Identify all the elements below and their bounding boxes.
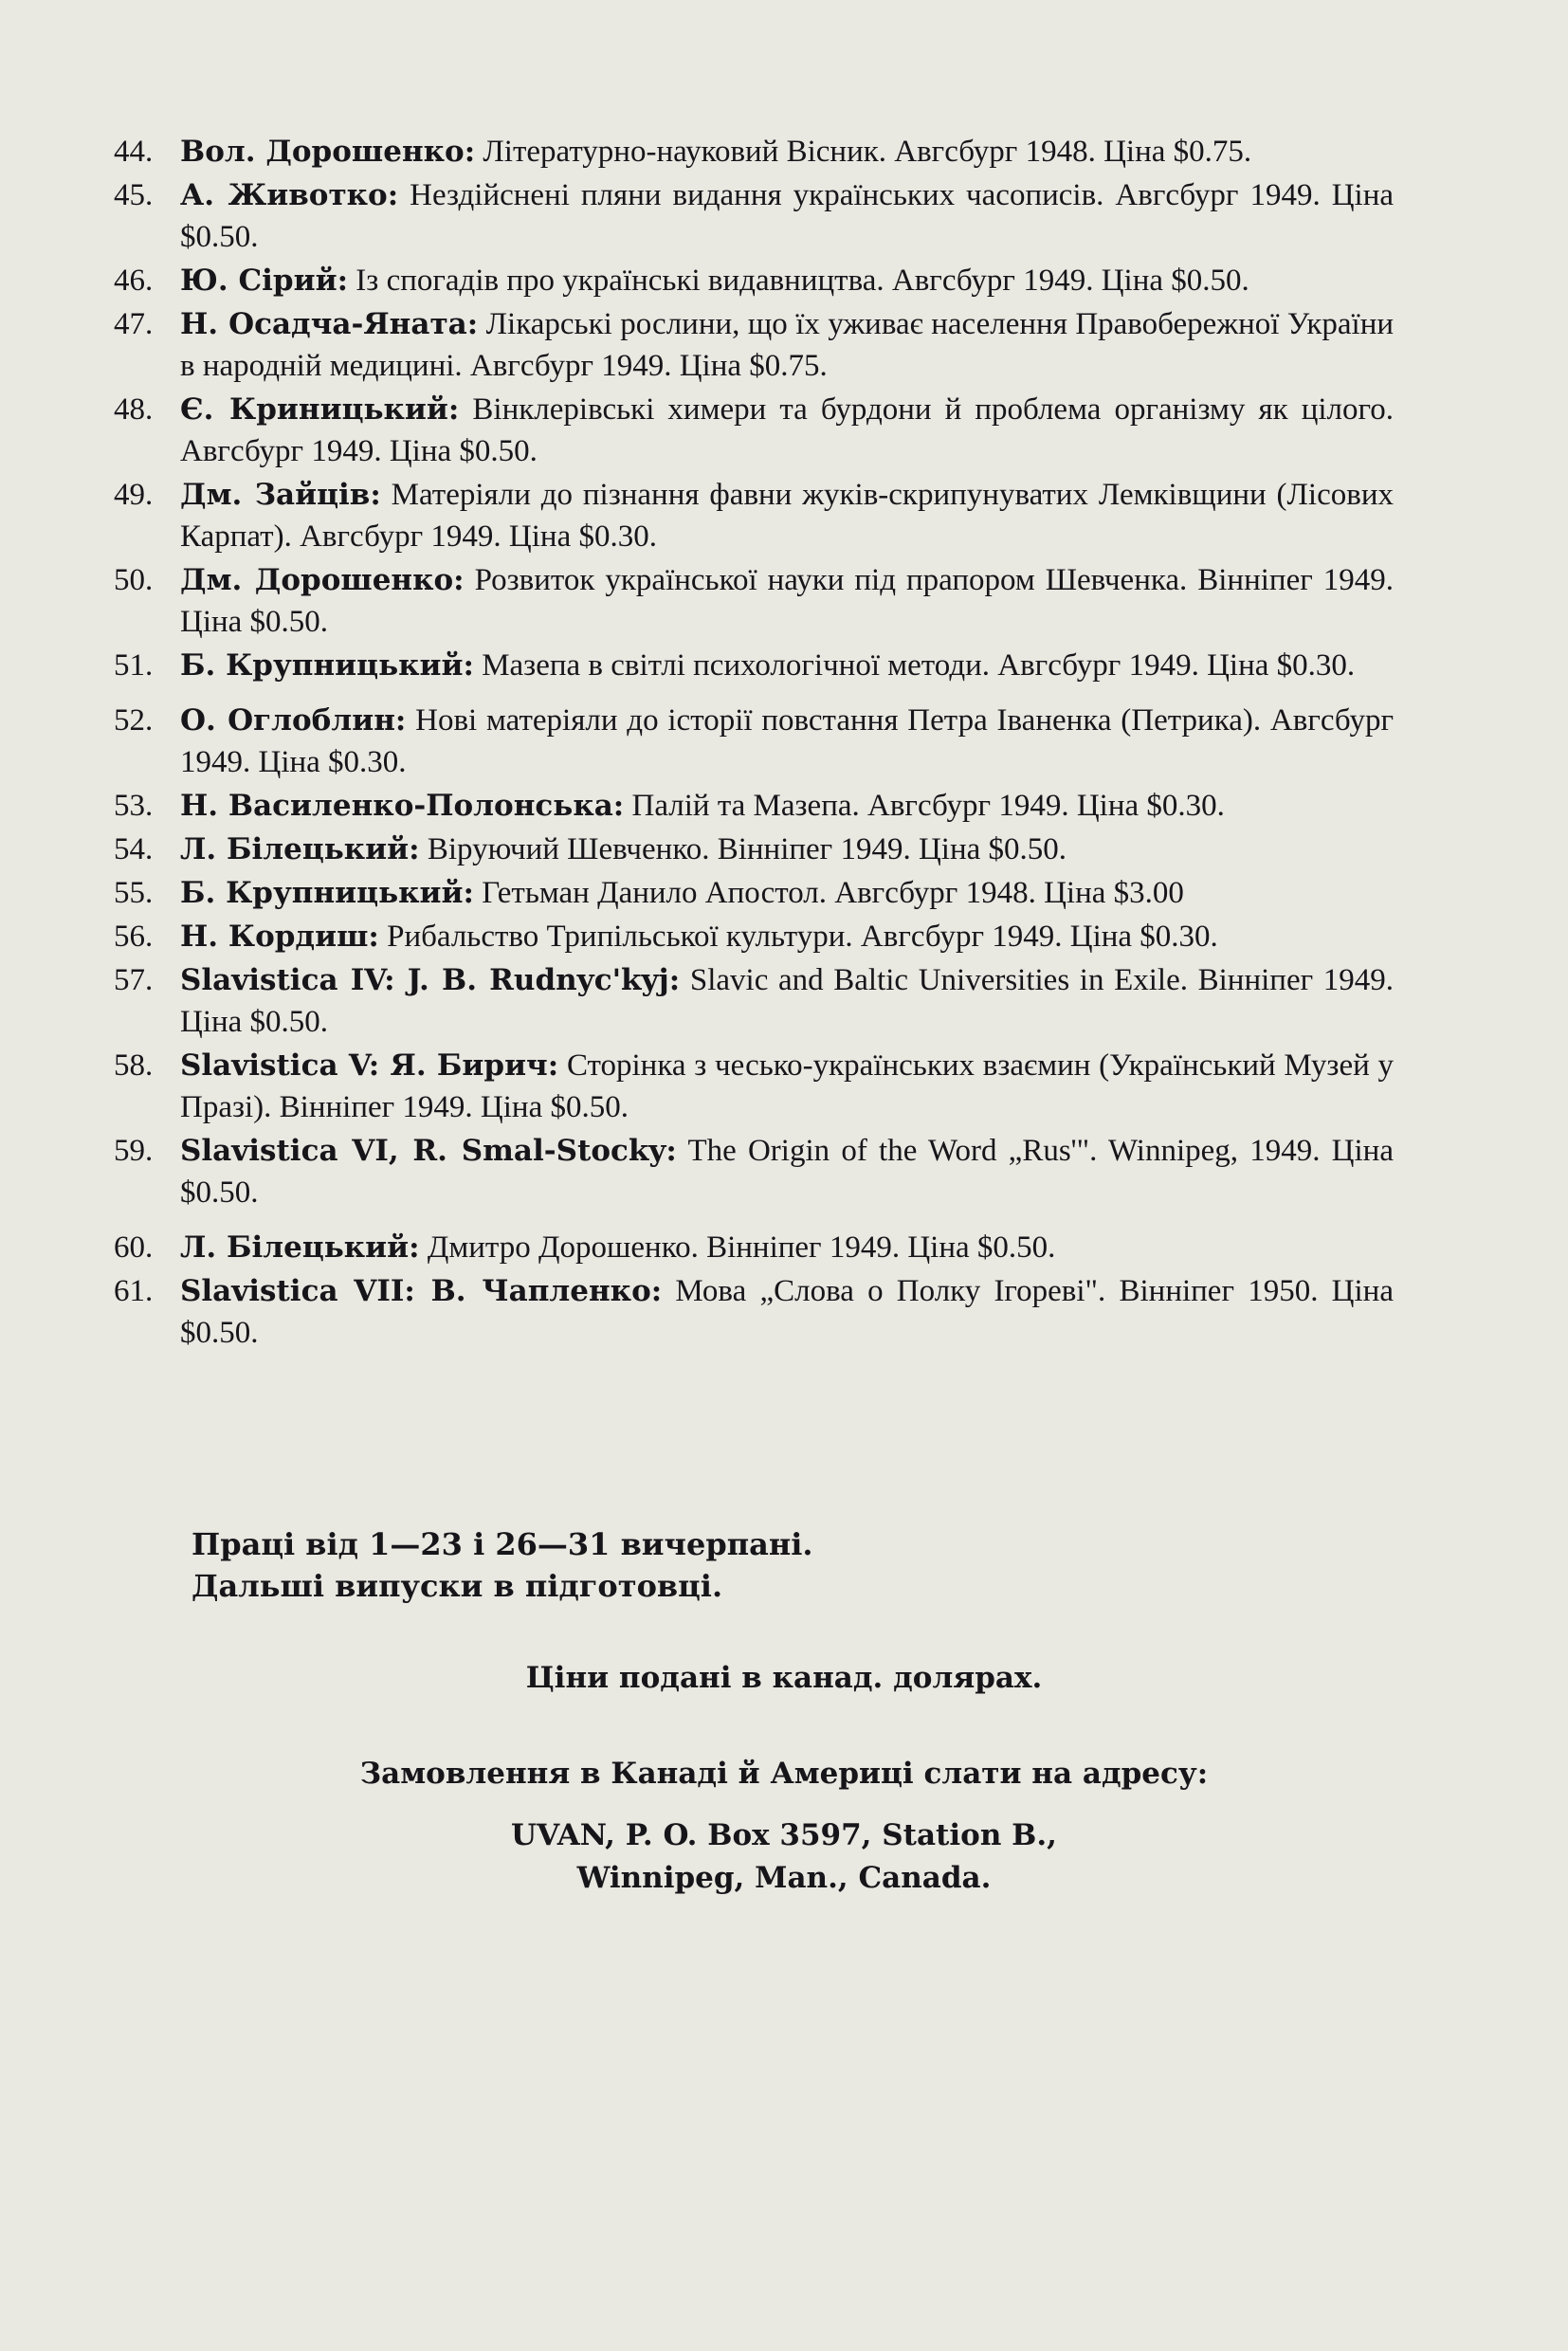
list-item	[114, 474, 1394, 557]
in-preparation-note: Дальші випуски в підготовці.	[191, 1568, 723, 1604]
item-number: 61.	[114, 1274, 154, 1308]
prices-note: Ціни подані в канад. долярах.	[525, 1661, 1043, 1695]
item-text: Із спогадів про українські видавництва. Авгсбург 1949. Ціна $0.50.	[356, 264, 1249, 298]
item-number: 53.	[114, 789, 154, 823]
item-author: Є. Криницький:	[180, 392, 460, 427]
item-author: Slavistica V: Я. Бирич:	[180, 1048, 559, 1083]
item-number: 54.	[114, 832, 154, 866]
item-number: 49.	[114, 478, 154, 512]
item-number: 60.	[114, 1230, 154, 1265]
publication-list	[114, 131, 1394, 1356]
list-item	[114, 174, 1394, 258]
item-author: О. Оглоблин:	[180, 703, 407, 738]
list-item	[114, 645, 1394, 686]
item-number: 44.	[114, 135, 154, 169]
list-item	[114, 1227, 1394, 1268]
list-item	[114, 303, 1394, 387]
item-text: Рибальство Трипільської культури. Авгсбург 1949. Ціна $0.30.	[387, 920, 1218, 954]
item-author: Slavistica VII: В. Чапленко:	[180, 1274, 663, 1308]
item-number: 47.	[114, 307, 154, 341]
item-author: Slavistica VI, R. Smal-Stocky:	[180, 1134, 677, 1168]
item-author: Л. Білецький:	[180, 832, 420, 866]
item-author: Н. Кордиш:	[180, 920, 379, 954]
list-item	[114, 916, 1394, 957]
item-number: 48.	[114, 392, 154, 427]
item-text: Дмитро Дорошенко. Вінніпег 1949. Ціна $0.50.	[427, 1230, 1056, 1265]
item-number: 51.	[114, 648, 154, 683]
item-number: 56.	[114, 920, 154, 954]
item-text: Гетьман Данило Апостол. Авгсбург 1948. Ціна $3.00	[482, 876, 1184, 910]
item-author: Вол. Дорошенко:	[180, 135, 476, 169]
list-item	[114, 260, 1394, 301]
item-text: Вінклерівські химери та бурдони й проблема організму як цілого. Авгсбург 1949. Ціна $0.50.	[180, 392, 1394, 468]
availability-notes	[191, 1523, 813, 1607]
item-text: Slavic and Baltic Universities in Exile. Вінніпег 1949. Ціна $0.50.	[180, 963, 1395, 1039]
item-author: Н. Василенко-Полонська:	[180, 789, 625, 823]
item-text: Нові матеріяли до історії повстання Петра Іваненка (Петрика). Авгсбург 1949. Ціна $0.30.	[180, 703, 1394, 779]
list-item	[114, 1270, 1394, 1354]
list-item	[114, 829, 1394, 870]
item-text: Мова „Слова о Полку Ігореві". Вінніпег 1950. Ціна $0.50.	[180, 1274, 1394, 1350]
item-author: Slavistica IV: J. B. Rudnyc'kyj:	[180, 963, 681, 997]
item-number: 55.	[114, 876, 154, 910]
list-item	[114, 785, 1394, 827]
address-line-1: UVAN, P. O. Box 3597, Station B.,	[511, 1818, 1057, 1852]
list-item	[114, 1130, 1394, 1213]
item-author: Б. Крупницький:	[180, 648, 474, 683]
item-number: 46.	[114, 264, 154, 298]
item-number: 59.	[114, 1134, 154, 1168]
list-item	[114, 1045, 1394, 1128]
item-text: Віруючий Шевченко. Вінніпег 1949. Ціна $0.50.	[427, 832, 1067, 866]
list-item	[114, 389, 1394, 472]
item-text: Літературно-науковий Вісник. Авгсбург 1948. Ціна $0.75.	[483, 135, 1252, 169]
item-text: The Origin of the Word „Rus'". Winnipeg, 1949. Ціна $0.50.	[180, 1134, 1394, 1210]
list-item	[114, 131, 1394, 173]
item-number: 45.	[114, 178, 154, 212]
item-text: Палій та Мазепа. Авгсбург 1949. Ціна $0.30.	[631, 789, 1225, 823]
item-text: Матеріяли до пізнання фавни жуків-скрипунуватих Лемківщини (Лісових Карпат). Авгсбург 1949. Ціна $0.30.	[180, 478, 1394, 554]
item-text: Сторінка з чесько-українських взаємин (Український Музей у Празі). Вінніпег 1949. Ціна $0.50.	[180, 1048, 1395, 1124]
out-of-print-note: Праці від 1—23 і 26—31 вичерпані.	[191, 1526, 813, 1562]
item-text: Мазепа в світлі психологічної методи. Авгсбург 1949. Ціна $0.30.	[482, 648, 1356, 683]
item-number: 58.	[114, 1048, 154, 1083]
list-item	[114, 559, 1394, 643]
list-item	[114, 700, 1394, 783]
item-author: Дм. Зайців:	[180, 478, 381, 512]
item-author: Ю. Сірий:	[180, 264, 349, 298]
item-author: Н. Осадча-Яната:	[180, 307, 479, 341]
list-item	[114, 872, 1394, 914]
item-author: Л. Білецький:	[180, 1230, 420, 1265]
item-text: Лікарські рослини, що їх уживає населення Правобережної України в народній медицині. Авгсбург 1949. Ціна $0.75.	[180, 307, 1395, 383]
order-heading: Замовлення в Канаді й Америці слати на адресу:	[359, 1757, 1209, 1791]
address-line-2: Winnipeg, Man., Canada.	[576, 1861, 992, 1895]
list-item	[114, 959, 1394, 1043]
item-number: 57.	[114, 963, 154, 997]
item-text: Нездійснені пляни видання українських часописів. Авгсбург 1949. Ціна $0.50.	[180, 178, 1395, 254]
item-text: Розвиток української науки під прапором Шевченка. Вінніпег 1949. Ціна $0.50.	[180, 563, 1394, 639]
item-author: Дм. Дорошенко:	[180, 563, 465, 597]
item-number: 50.	[114, 563, 154, 597]
item-number: 52.	[114, 703, 154, 738]
item-author: Б. Крупницький:	[180, 876, 474, 910]
item-author: А. Животко:	[180, 178, 399, 212]
